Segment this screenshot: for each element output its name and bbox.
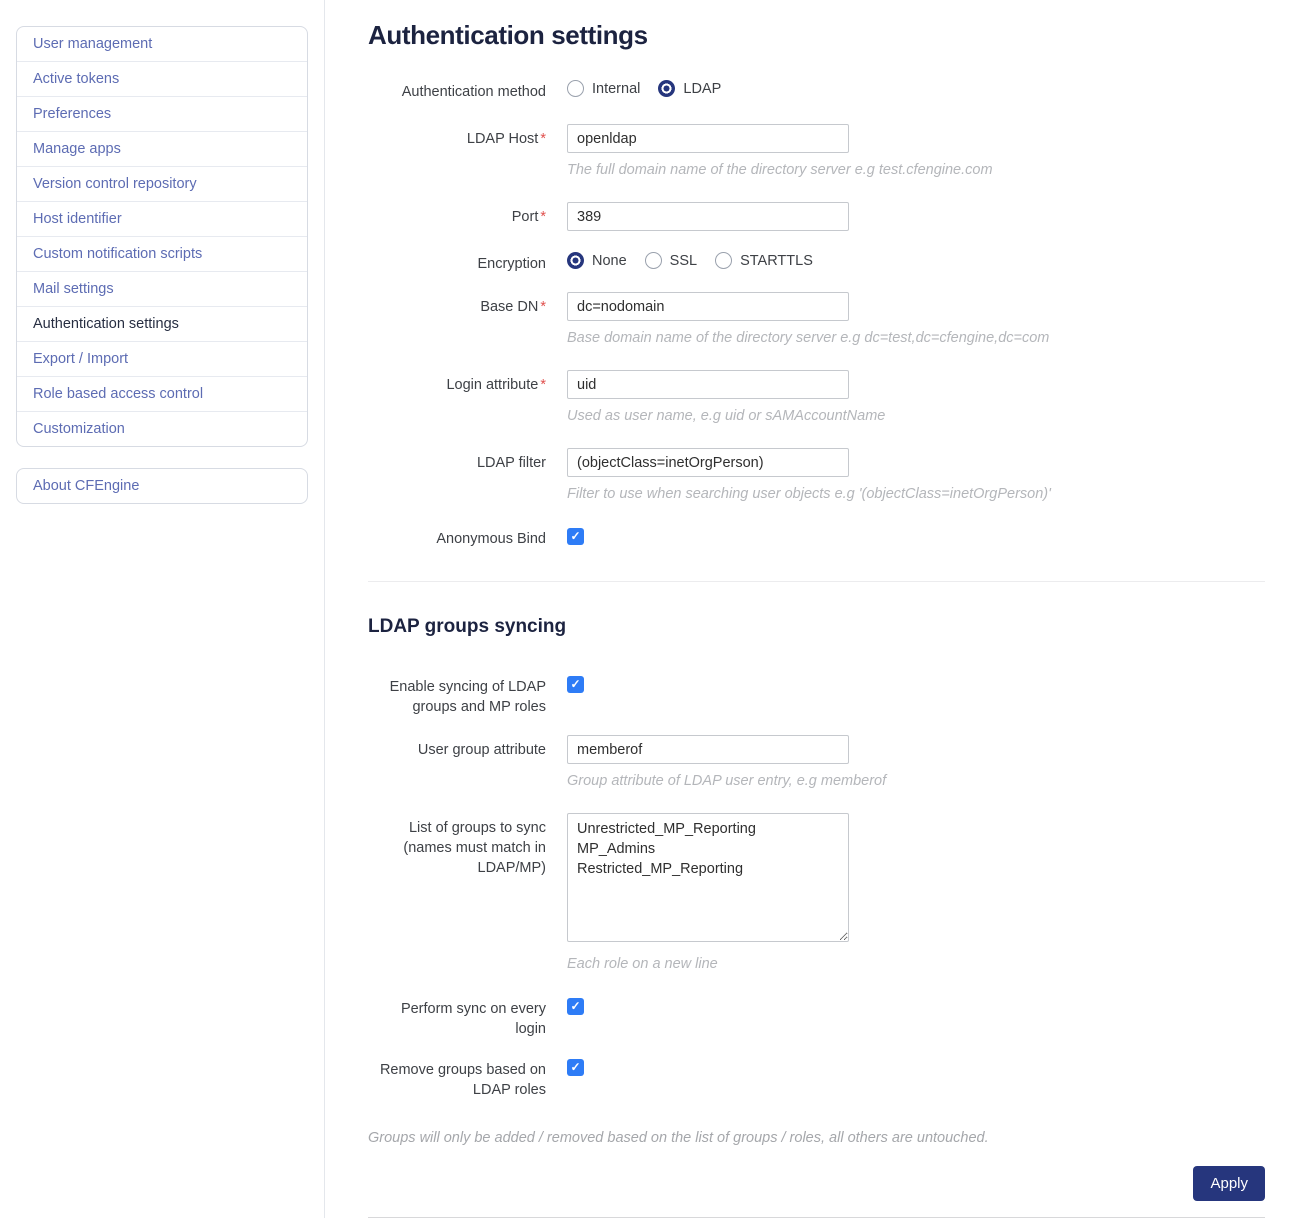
settings-menu bbox=[16, 26, 308, 447]
radio-none-label: None bbox=[592, 252, 627, 269]
user-group-attribute-label: User group attribute bbox=[417, 742, 546, 758]
radio-option-ldap[interactable] bbox=[658, 80, 721, 97]
encryption-label: Encryption bbox=[477, 256, 546, 272]
groups-to-sync-row bbox=[368, 813, 1265, 972]
settings-sidebar bbox=[0, 0, 325, 1218]
remove-groups-label: Remove groups based on LDAP roles bbox=[379, 1062, 546, 1098]
page-title: Authentication settings bbox=[368, 20, 648, 50]
user-group-attribute-help: Group attribute of LDAP user entry, e.g memberof bbox=[567, 773, 887, 789]
required-marker: * bbox=[540, 131, 546, 147]
ldap-host-label: LDAP Host * bbox=[466, 131, 546, 147]
encryption-row bbox=[368, 249, 1265, 274]
main-panel bbox=[325, 0, 1290, 1218]
user-group-attribute-input[interactable] bbox=[567, 735, 849, 764]
port-row bbox=[368, 202, 1265, 231]
sidebar-item-version-control-repository[interactable]: Version control repository bbox=[17, 167, 307, 202]
anonymous-bind-row bbox=[368, 524, 1265, 549]
check-icon: ✓ bbox=[570, 529, 581, 543]
login-attribute-help: Used as user name, e.g uid or sAMAccountName bbox=[567, 408, 886, 424]
sidebar-item-host-identifier[interactable]: Host identifier bbox=[17, 202, 307, 237]
remove-groups-checkbox[interactable] bbox=[567, 1059, 584, 1076]
sidebar-item-export-import[interactable]: Export / Import bbox=[17, 342, 307, 377]
sidebar-item-custom-notification-scripts[interactable]: Custom notification scripts bbox=[17, 237, 307, 272]
radio-none-icon[interactable] bbox=[567, 252, 584, 269]
enable-syncing-checkbox[interactable] bbox=[567, 676, 584, 693]
anonymous-bind-label: Anonymous Bind bbox=[436, 531, 546, 547]
radio-ssl-label: SSL bbox=[669, 252, 698, 269]
auth-method-row bbox=[368, 77, 1265, 102]
check-icon: ✓ bbox=[570, 999, 581, 1013]
port-input[interactable] bbox=[567, 202, 849, 231]
sidebar-item-preferences[interactable]: Preferences bbox=[17, 97, 307, 132]
user-group-attribute-row bbox=[368, 735, 1265, 789]
required-marker: * bbox=[540, 377, 546, 393]
ldap-filter-label: LDAP filter bbox=[476, 455, 546, 471]
ldap-host-input[interactable] bbox=[567, 124, 849, 153]
remove-groups-row bbox=[368, 1055, 1265, 1100]
port-label: Port * bbox=[511, 209, 546, 225]
login-attribute-input[interactable] bbox=[567, 370, 849, 399]
sidebar-item-user-management[interactable]: User management bbox=[17, 27, 307, 62]
radio-ldap-label: LDAP bbox=[683, 80, 722, 97]
login-attribute-label: Login attribute * bbox=[446, 377, 546, 393]
check-icon: ✓ bbox=[570, 1060, 581, 1074]
radio-starttls-label: STARTTLS bbox=[740, 252, 813, 269]
radio-option-starttls[interactable] bbox=[715, 252, 813, 269]
about-cfengine-card bbox=[16, 468, 308, 504]
ldap-filter-help: Filter to use when searching user objects e.g '(objectClass=inetOrgPerson)' bbox=[567, 486, 1051, 502]
base-dn-label: Base DN * bbox=[480, 299, 546, 315]
required-marker: * bbox=[540, 299, 546, 315]
perform-sync-row bbox=[368, 994, 1265, 1039]
sidebar-item-customization[interactable]: Customization bbox=[33, 421, 125, 437]
ldap-filter-row bbox=[368, 448, 1265, 502]
auth-method-label: Authentication method bbox=[401, 84, 546, 100]
groups-note: Groups will only be added / removed based on the list of groups / roles, all others are untouched. bbox=[368, 1130, 989, 1146]
perform-sync-label: Perform sync on every login bbox=[400, 1001, 546, 1037]
check-icon: ✓ bbox=[570, 677, 581, 691]
enable-syncing-row bbox=[368, 672, 1265, 717]
sidebar-item-manage-apps[interactable]: Manage apps bbox=[17, 132, 307, 167]
radio-option-internal[interactable] bbox=[567, 80, 640, 97]
groups-to-sync-textarea[interactable] bbox=[567, 813, 849, 942]
sidebar-item-about-cfengine[interactable]: About CFEngine bbox=[33, 478, 140, 494]
perform-sync-checkbox[interactable] bbox=[567, 998, 584, 1015]
anonymous-bind-checkbox[interactable] bbox=[567, 528, 584, 545]
ldap-host-help: The full domain name of the directory server e.g test.cfengine.com bbox=[567, 162, 993, 178]
radio-internal-label: Internal bbox=[592, 80, 641, 97]
radio-option-none[interactable] bbox=[567, 252, 627, 269]
enable-syncing-label: Enable syncing of LDAP groups and MP roles bbox=[389, 679, 546, 715]
radio-option-ssl[interactable] bbox=[645, 252, 697, 269]
radio-ldap-icon[interactable] bbox=[658, 80, 675, 97]
radio-ssl-icon[interactable] bbox=[645, 252, 662, 269]
groups-to-sync-label: List of groups to sync (names must match in LDAP/MP) bbox=[403, 820, 546, 876]
base-dn-row bbox=[368, 292, 1265, 346]
ldap-groups-syncing-title: LDAP groups syncing bbox=[368, 616, 567, 637]
ldap-filter-input[interactable] bbox=[567, 448, 849, 477]
radio-starttls-icon[interactable] bbox=[715, 252, 732, 269]
radio-internal-icon[interactable] bbox=[567, 80, 584, 97]
ldap-host-row bbox=[368, 124, 1265, 178]
section-divider bbox=[368, 581, 1265, 582]
sidebar-item-active-tokens[interactable]: Active tokens bbox=[17, 62, 307, 97]
base-dn-help: Base domain name of the directory server e.g dc=test,dc=cfengine,dc=com bbox=[567, 330, 1050, 346]
groups-to-sync-help: Each role on a new line bbox=[567, 956, 718, 972]
login-attribute-row bbox=[368, 370, 1265, 424]
sidebar-item-authentication-settings[interactable]: Authentication settings bbox=[17, 307, 307, 342]
apply-button[interactable]: Apply bbox=[1193, 1166, 1265, 1201]
sidebar-item-mail-settings[interactable]: Mail settings bbox=[17, 272, 307, 307]
base-dn-input[interactable] bbox=[567, 292, 849, 321]
sidebar-item-role-based-access-control[interactable]: Role based access control bbox=[17, 377, 307, 412]
required-marker: * bbox=[540, 209, 546, 225]
